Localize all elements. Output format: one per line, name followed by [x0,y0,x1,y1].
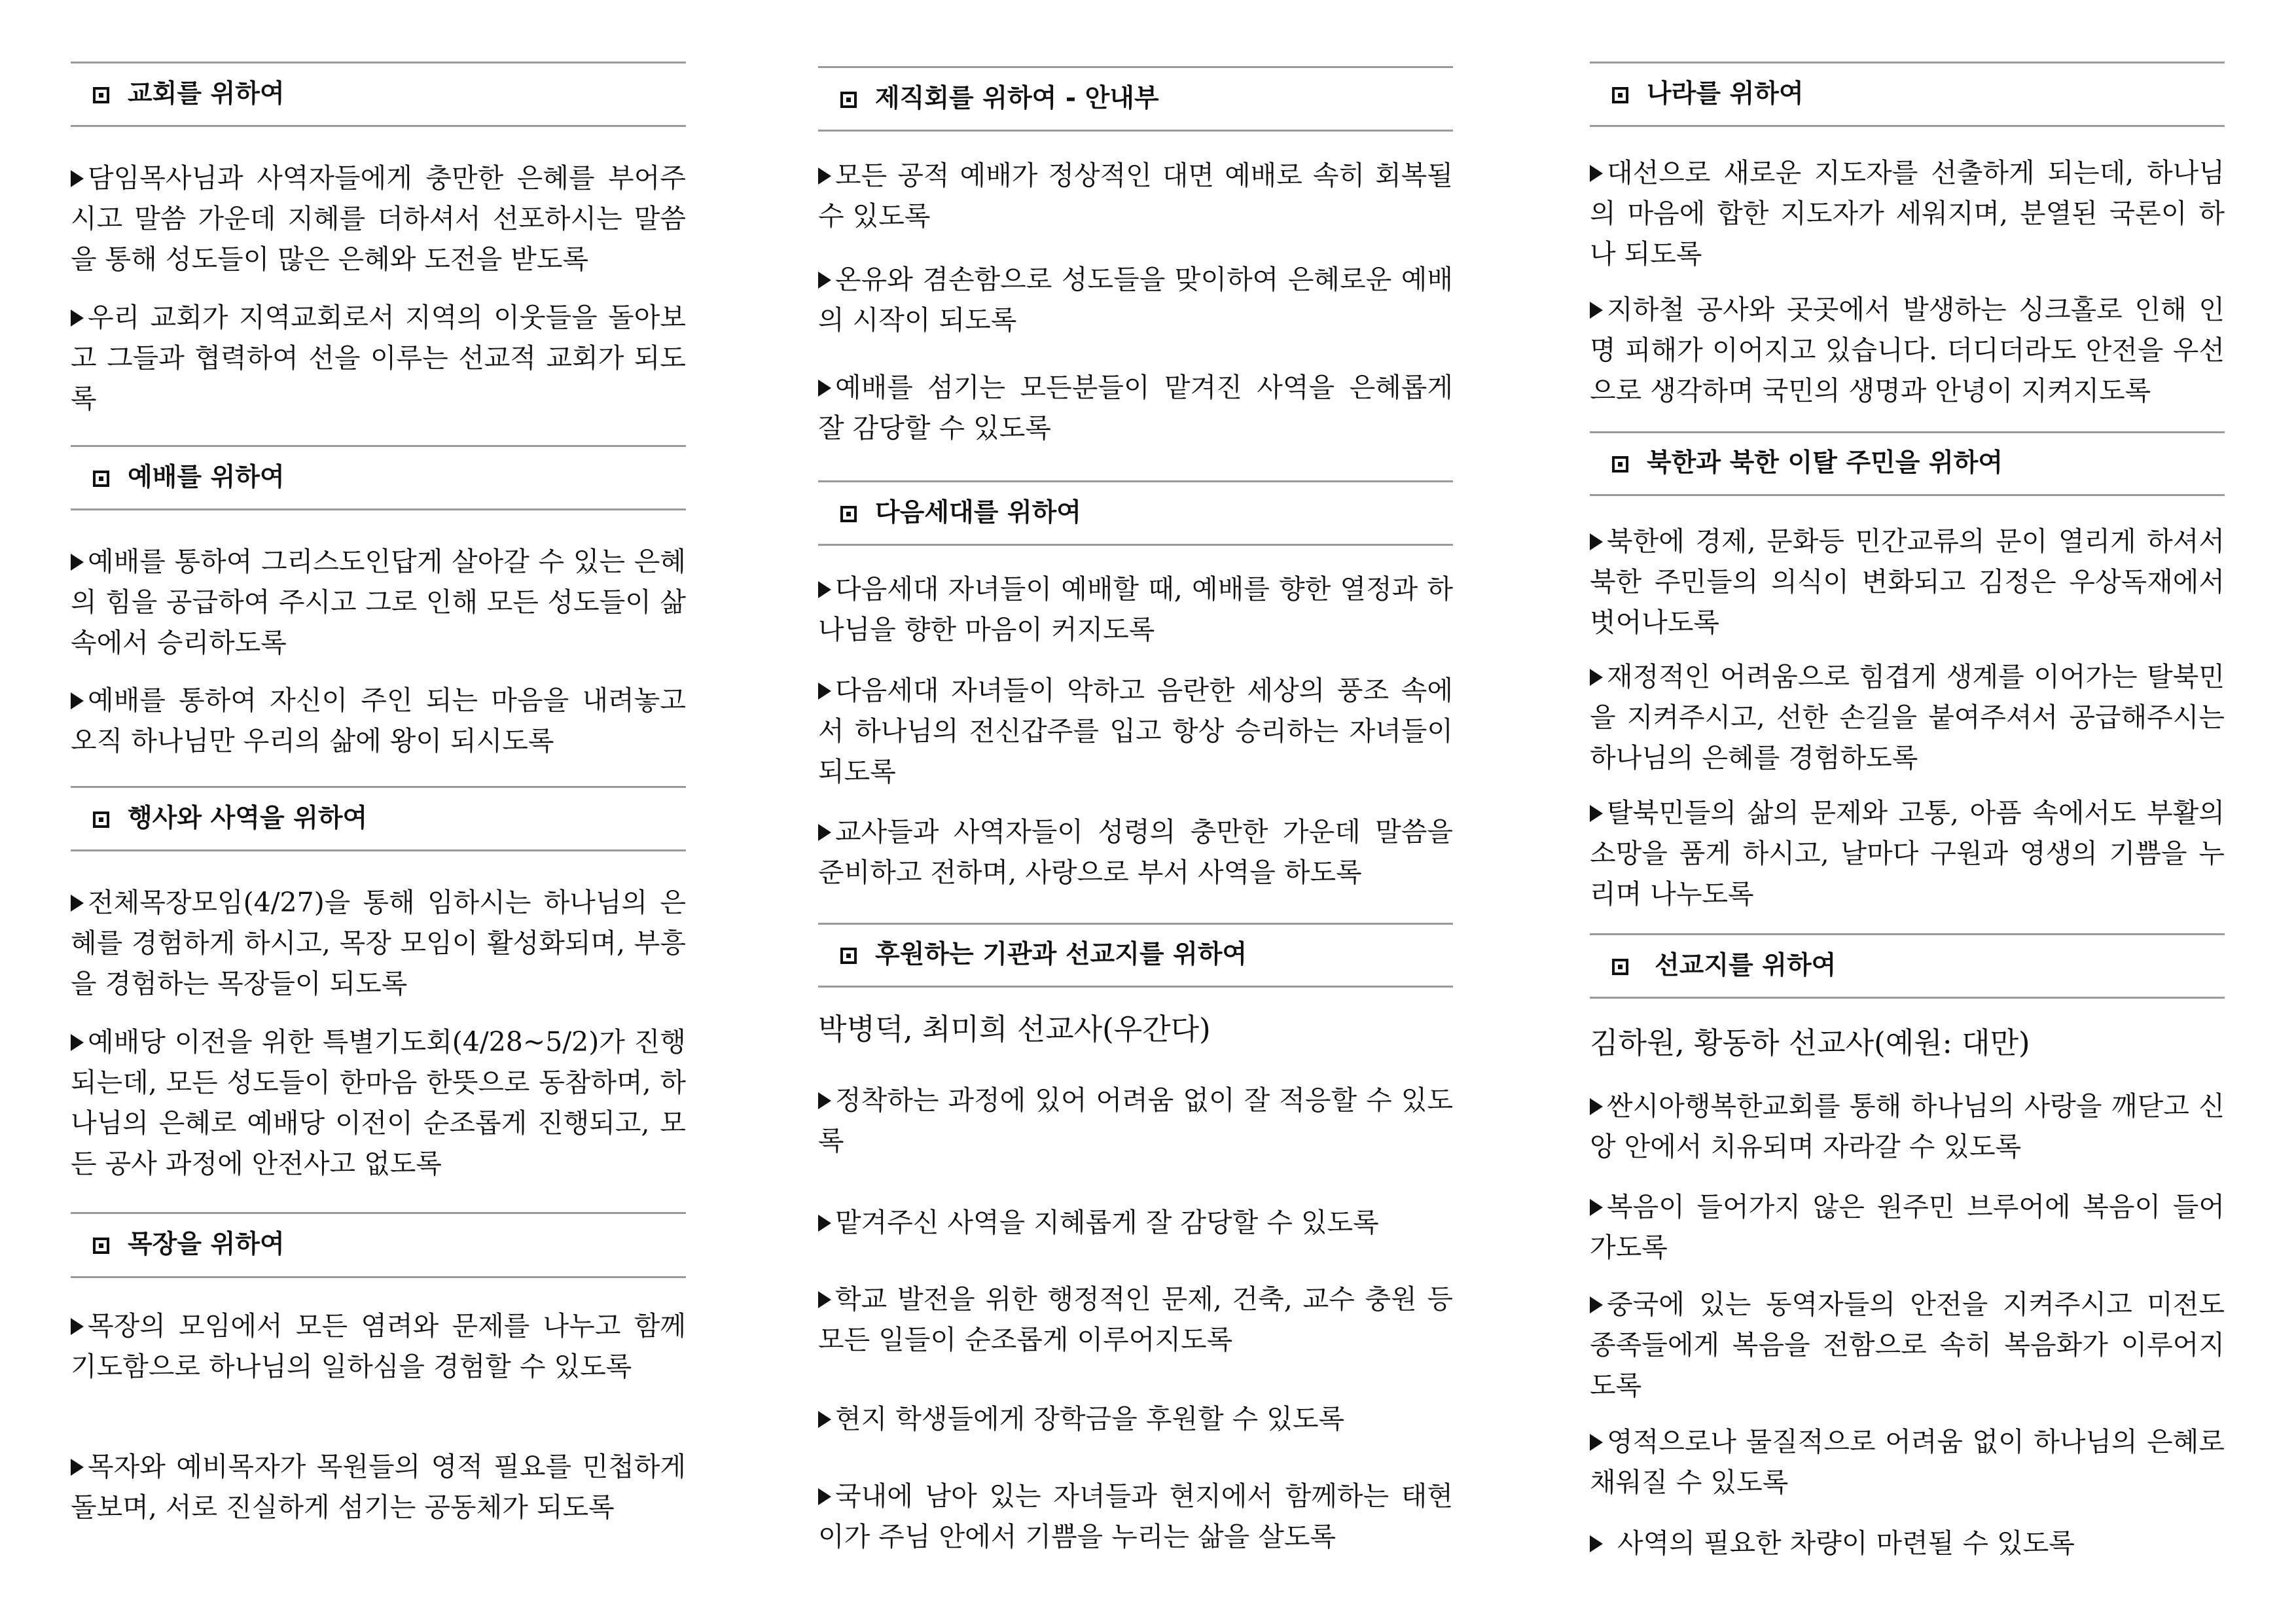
triangle-bullet-icon [818,824,831,841]
prayer-item: 예배를 통하여 자신이 주인 되는 마음을 내려놓고 오직 하나님만 우리의 삶에 왕이 되시도록 [71,685,686,757]
triangle-bullet-icon [71,692,84,709]
triangle-bullet-icon [1590,669,1603,686]
prayer-item: 현지 학생들에게 장학금을 후원할 수 있도록 [818,1399,1453,1439]
section-rule [818,923,1453,925]
square-bullet-icon [1612,87,1628,103]
missionary-name: 김하원, 황동하 선교사(예원: 대만) [1590,1026,2030,1060]
square-bullet-icon [840,506,857,522]
column-middle [818,0,1453,1623]
section-title-cell: 목장을 위하여 [93,1225,285,1264]
section-title-worship: 예배를 위하여 [93,458,285,497]
section-rule [71,508,686,510]
triangle-bullet-icon [1590,1535,1603,1552]
section-title-deacons: 제직회를 위하여 - 안내부 [840,79,1159,118]
section-rule [71,786,686,788]
prayer-item: 전체목장모임(4/27)을 통해 임하시는 하나님의 은혜를 경험하게 하시고, 목장 모임이 활성화되며, 부흥을 경험하는 목장들이 되도록 [71,887,686,999]
prayer-item: 다음세대 자녀들이 악하고 음란한 세상의 풍조 속에서 하나님의 전신갑주를 입고 항상 승리하는 자녀들이 되도록 [818,675,1453,787]
section-rule [1590,62,2225,63]
prayer-item: 싼시아행복한교회를 통해 하나님의 사랑을 깨닫고 신앙 안에서 치유되며 자라갈 수 있도록 [1590,1090,2225,1162]
prayer-item: 목장의 모임에서 모든 염려와 문제를 나누고 함께 기도함으로 하나님의 일하심을 경험할 수 있도록 [71,1310,686,1382]
prayer-item: 북한에 경제, 문화등 민간교류의 문이 열리게 하셔서 북한 주민들의 의식이 변화되고 김정은 우상독재에서 벗어나도록 [1590,526,2225,638]
column-left [71,0,686,1623]
section-rule [818,986,1453,988]
prayer-item: 대선으로 새로운 지도자를 선출하게 되는데, 하나님의 마음에 합한 지도자가 세워지며, 분열된 국론이 하나 되도록 [1590,157,2225,270]
prayer-item: 교사들과 사역자들이 성령의 충만한 가운데 말씀을 준비하고 전하며, 사랑으로 부서 사역을 하도록 [818,816,1453,888]
triangle-bullet-icon [71,1034,84,1051]
prayer-item: 학교 발전을 위한 행정적인 문제, 건축, 교수 충원 등 모든 일들이 순조롭게 이루어지도록 [818,1283,1453,1355]
section-rule [71,445,686,447]
triangle-bullet-icon [71,1459,84,1476]
square-bullet-icon [840,948,857,964]
prayer-item: 재정적인 어려움으로 힘겹게 생계를 이어가는 탈북민을 지켜주시고, 선한 손길을 붙여주셔서 공급해주시는 하나님의 은혜를 경험하도록 [1590,661,2225,774]
section-rule [1590,997,2225,999]
triangle-bullet-icon [1590,1098,1603,1115]
section-title-church: 교회를 위하여 [93,75,285,114]
section-rule [71,62,686,63]
prayer-item: 예배당 이전을 위한 특별기도회(4/28~5/2)가 진행되는데, 모든 성도들이 한마음 한뜻으로 동참하며, 하나님의 은혜로 예배당 이전이 순조롭게 진행되고, 모든 공사 과정에 안전사고 없도록 [71,1026,686,1179]
prayer-item: 온유와 겸손함으로 성도들을 맞이하여 은혜로운 예배의 시작이 되도록 [818,264,1453,336]
triangle-bullet-icon [1590,1199,1603,1216]
square-bullet-icon [93,812,109,828]
section-rule [1590,933,2225,935]
square-bullet-icon [1612,959,1628,975]
triangle-bullet-icon [71,554,84,571]
section-rule [1590,431,2225,433]
triangle-bullet-icon [1590,805,1603,822]
prayer-item: 사역의 필요한 차량이 마련될 수 있도록 [1590,1523,2225,1563]
prayer-item: 복음이 들어가지 않은 원주민 브루어에 복음이 들어가도록 [1590,1191,2225,1263]
column-right [1590,0,2225,1623]
section-rule [71,1212,686,1214]
prayer-item: 탈북민들의 삶의 문제와 고통, 아픔 속에서도 부활의 소망을 품게 하시고, 날마다 구원과 영생의 기쁨을 누리며 나누도록 [1590,797,2225,910]
prayer-item: 목자와 예비목자가 목원들의 영적 필요를 민첩하게 돌보며, 서로 진실하게 섬기는 공동체가 되도록 [71,1451,686,1523]
triangle-bullet-icon [818,1215,831,1232]
square-bullet-icon [93,1238,109,1254]
square-bullet-icon [93,87,109,103]
triangle-bullet-icon [818,581,831,598]
triangle-bullet-icon [818,272,831,289]
section-title-nk: 북한과 북한 이탈 주민을 위하여 [1612,444,2003,483]
prayer-item: 영적으로나 물질적으로 어려움 없이 하나님의 은혜로 채워질 수 있도록 [1590,1426,2225,1498]
square-bullet-icon [93,471,109,487]
prayer-item: 맡겨주신 사역을 지혜롭게 잘 감당할 수 있도록 [818,1202,1453,1243]
square-bullet-icon [840,92,857,108]
section-rule [818,66,1453,68]
section-title-nextgen: 다음세대를 위하여 [840,493,1081,533]
triangle-bullet-icon [1590,1296,1603,1313]
prayer-item: 정착하는 과정에 있어 어려움 없이 잘 적응할 수 있도록 [818,1084,1453,1156]
missionary-name: 박병덕, 최미희 선교사(우간다) [818,1012,1211,1046]
prayer-item: 다음세대 자녀들이 예배할 때, 예배를 향한 열정과 하나님을 향한 마음이 커지도록 [818,573,1453,645]
square-bullet-icon [1612,456,1628,473]
section-rule [818,544,1453,546]
triangle-bullet-icon [71,895,84,912]
triangle-bullet-icon [1590,1434,1603,1451]
section-rule [1590,125,2225,127]
triangle-bullet-icon [71,170,84,187]
section-rule [71,1276,686,1278]
prayer-item: 국내에 남아 있는 자녀들과 현지에서 함께하는 태현이가 주님 안에서 기쁨을 누리는 삶을 살도록 [818,1480,1453,1552]
section-rule [71,849,686,851]
triangle-bullet-icon [818,1291,831,1308]
section-title-mission: 선교지를 위하여 [1612,946,1836,986]
triangle-bullet-icon [71,310,84,327]
triangle-bullet-icon [818,380,831,397]
triangle-bullet-icon [818,683,831,700]
prayer-item: 예배를 통하여 그리스도인답게 살아갈 수 있는 은혜의 힘을 공급하여 주시고 그로 인해 모든 성도들이 삶 속에서 승리하도록 [71,546,686,658]
section-title-nation: 나라를 위하여 [1612,75,1804,114]
section-rule [818,130,1453,132]
prayer-item: 중국에 있는 동역자들의 안전을 지켜주시고 미전도 종족들에게 복음을 전함으로 속히 복음화가 이루어지도록 [1590,1289,2225,1401]
prayer-item: 담임목사님과 사역자들에게 충만한 은혜를 부어주시고 말씀 가운데 지혜를 더하셔서 선포하시는 말씀을 통해 성도들이 많은 은혜와 도전을 받도록 [71,162,686,275]
triangle-bullet-icon [818,1411,831,1428]
triangle-bullet-icon [1590,165,1603,182]
section-title-support: 후원하는 기관과 선교지를 위하여 [840,935,1247,974]
prayer-item: 우리 교회가 지역교회로서 지역의 이웃들을 돌아보고 그들과 협력하여 선을 이루는 선교적 교회가 되도록 [71,302,686,414]
triangle-bullet-icon [818,1092,831,1109]
section-rule [71,125,686,127]
triangle-bullet-icon [1590,533,1603,550]
section-rule [1590,494,2225,496]
prayer-item: 모든 공적 예배가 정상적인 대면 예배로 속히 회복될 수 있도록 [818,160,1453,232]
triangle-bullet-icon [818,1488,831,1505]
triangle-bullet-icon [1590,302,1603,319]
section-title-events: 행사와 사역을 위하여 [93,799,367,838]
section-rule [818,480,1453,482]
triangle-bullet-icon [818,168,831,185]
prayer-item: 예배를 섬기는 모든분들이 맡겨진 사역을 은혜롭게 잘 감당할 수 있도록 [818,372,1453,444]
prayer-item: 지하철 공사와 곳곳에서 발생하는 싱크홀로 인해 인명 피해가 이어지고 있습니다. 더디더라도 안전을 우선으로 생각하며 국민의 생명과 안녕이 지켜지도록 [1590,294,2225,406]
triangle-bullet-icon [71,1318,84,1335]
